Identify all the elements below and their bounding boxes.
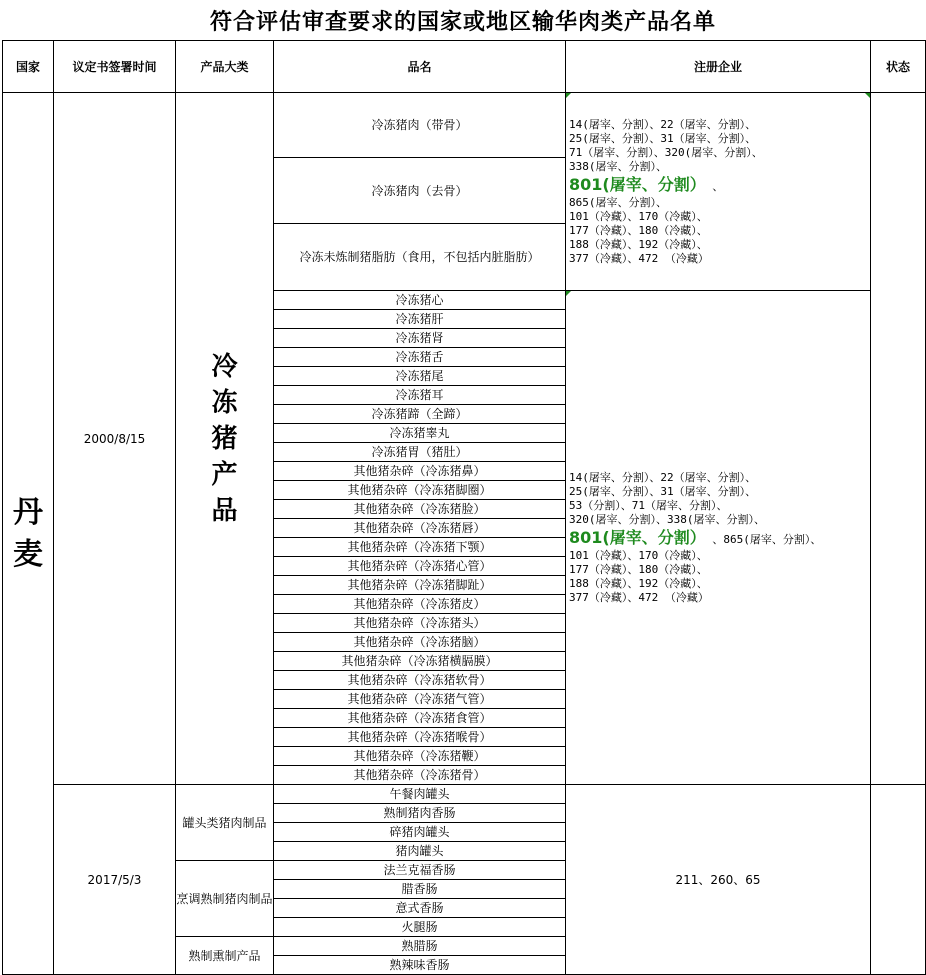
product-name: 其他猪杂碎（冷冻猪骨） <box>274 766 566 785</box>
product-name: 碎猪肉罐头 <box>274 823 566 842</box>
product-name: 其他猪杂碎（冷冻猪脚趾） <box>274 576 566 595</box>
product-name: 熟辣味香肠 <box>274 956 566 975</box>
product-name: 火腿肠 <box>274 918 566 937</box>
enterprise-line: 320(屠宰、分割）、338(屠宰、分割）、 <box>569 512 765 526</box>
header-category: 产品大类 <box>176 41 274 93</box>
product-name: 其他猪杂碎（冷冻猪软骨） <box>274 671 566 690</box>
enterprise-line: 177（冷藏）、180（冷藏）、 <box>569 562 708 576</box>
header-enterprise: 注册企业 <box>566 41 871 93</box>
signing-date-cell: 2017/5/3 <box>54 785 176 975</box>
enterprise-line: 53（分割）、71（屠宰、分割）、 <box>569 498 728 512</box>
comment-marker <box>865 93 870 98</box>
category-cell: 烹调熟制猪肉制品 <box>176 861 274 937</box>
enterprise-line: 101（冷藏）、170（冷藏）、 <box>569 209 708 223</box>
highlighted-enterprise: 801(屠宰、分割） <box>569 527 706 547</box>
enterprise-list <box>566 291 871 785</box>
enterprise-line: 377（冷藏）、472 （冷藏） <box>569 251 709 265</box>
status-cell <box>871 785 926 975</box>
table-row <box>3 93 926 158</box>
category-cell: 熟制熏制产品 <box>176 937 274 975</box>
product-name: 冷冻猪肉（带骨） <box>274 93 566 158</box>
product-name: 其他猪杂碎（冷冻猪头） <box>274 614 566 633</box>
comment-marker <box>566 291 571 296</box>
product-name: 冷冻猪肉（去骨） <box>274 158 566 224</box>
page-title: 符合评估审查要求的国家或地区输华肉类产品名单 <box>209 9 716 35</box>
product-name: 熟制猪肉香肠 <box>274 804 566 823</box>
product-name: 其他猪杂碎（冷冻猪气管） <box>274 690 566 709</box>
product-name: 冷冻猪心 <box>274 291 566 310</box>
product-name: 熟腊肠 <box>274 937 566 956</box>
product-name: 腊香肠 <box>274 880 566 899</box>
enterprise-line: 377（冷藏）、472 （冷藏） <box>569 590 709 604</box>
product-list-table <box>2 40 926 975</box>
product-name: 法兰克福香肠 <box>274 861 566 880</box>
enterprise-line: 188（冷藏）、192（冷藏）、 <box>569 576 708 590</box>
country-name: 丹 麦 <box>13 494 43 572</box>
product-name: 其他猪杂碎（冷冻猪脑） <box>274 633 566 652</box>
product-name: 其他猪杂碎（冷冻猪下颚） <box>274 538 566 557</box>
product-name: 冷冻猪肾 <box>274 329 566 348</box>
category-name: 冷 冻 猪 产 品 <box>211 351 238 526</box>
product-name: 其他猪杂碎（冷冻猪脚圈） <box>274 481 566 500</box>
product-name: 其他猪杂碎（冷冻猪唇） <box>274 519 566 538</box>
country-cell <box>3 93 54 975</box>
product-name: 猪肉罐头 <box>274 842 566 861</box>
product-name: 冷冻猪蹄（全蹄） <box>274 405 566 424</box>
category-cell: 罐头类猪肉制品 <box>176 785 274 861</box>
header-date: 议定书签署时间 <box>54 41 176 93</box>
product-name: 冷冻猪尾 <box>274 367 566 386</box>
product-name: 其他猪杂碎（冷冻猪鼻） <box>274 462 566 481</box>
product-name: 其他猪杂碎（冷冻猪鞭） <box>274 747 566 766</box>
product-name: 其他猪杂碎（冷冻猪食管） <box>274 709 566 728</box>
product-name: 其他猪杂碎（冷冻猪皮） <box>274 595 566 614</box>
comment-marker <box>566 93 571 98</box>
enterprise-list <box>566 93 871 291</box>
product-name: 冷冻猪肝 <box>274 310 566 329</box>
enterprise-highlight-line <box>569 174 867 196</box>
status-cell <box>871 93 926 785</box>
product-name: 其他猪杂碎（冷冻猪横膈膜） <box>274 652 566 671</box>
highlighted-enterprise: 801(屠宰、分割） <box>569 174 706 194</box>
product-name: 其他猪杂碎（冷冻猪喉骨） <box>274 728 566 747</box>
enterprise-line: 865(屠宰、分割）、 <box>569 195 667 209</box>
category-cell <box>176 93 274 785</box>
product-name: 冷冻猪耳 <box>274 386 566 405</box>
signing-date-cell: 2000/8/15 <box>54 93 176 785</box>
product-name: 冷冻猪睾丸 <box>274 424 566 443</box>
enterprise-line: 25(屠宰、分割）、31（屠宰、分割）、 <box>569 484 757 498</box>
product-name: 冷冻猪胃（猪肚） <box>274 443 566 462</box>
enterprise-list: 211、260、65 <box>566 785 871 975</box>
table-row <box>3 785 926 804</box>
header-country: 国家 <box>3 41 54 93</box>
enterprise-line: 338(屠宰、分割）、 <box>569 159 667 173</box>
enterprise-line: 177（冷藏）、180（冷藏）、 <box>569 223 708 237</box>
product-name: 午餐肉罐头 <box>274 785 566 804</box>
enterprise-line: 188（冷藏）、192（冷藏）、 <box>569 237 708 251</box>
header-product: 品名 <box>274 41 566 93</box>
enterprise-line: 101（冷藏）、170（冷藏）、 <box>569 548 708 562</box>
table-header-row <box>3 41 926 93</box>
highlight-suffix: 、 <box>712 179 724 193</box>
product-name: 冷冻猪舌 <box>274 348 566 367</box>
enterprise-line: 25(屠宰、分割）、31（屠宰、分割）、 <box>569 131 757 145</box>
enterprise-line: 71（屠宰、分割）、320(屠宰、分割）、 <box>569 145 763 159</box>
product-name: 意式香肠 <box>274 899 566 918</box>
product-name: 其他猪杂碎（冷冻猪脸） <box>274 500 566 519</box>
product-name: 冷冻未炼制猪脂肪（食用，不包括内脏脂肪） <box>274 224 566 291</box>
enterprise-highlight-line <box>569 527 867 549</box>
enterprise-line: 14(屠宰、分割）、22（屠宰、分割）、 <box>569 470 757 484</box>
header-status: 状态 <box>871 41 926 93</box>
enterprise-line: 14(屠宰、分割）、22（屠宰、分割）、 <box>569 117 757 131</box>
highlight-suffix: 、865(屠宰、分割）、 <box>712 532 822 546</box>
product-name: 其他猪杂碎（冷冻猪心管） <box>274 557 566 576</box>
